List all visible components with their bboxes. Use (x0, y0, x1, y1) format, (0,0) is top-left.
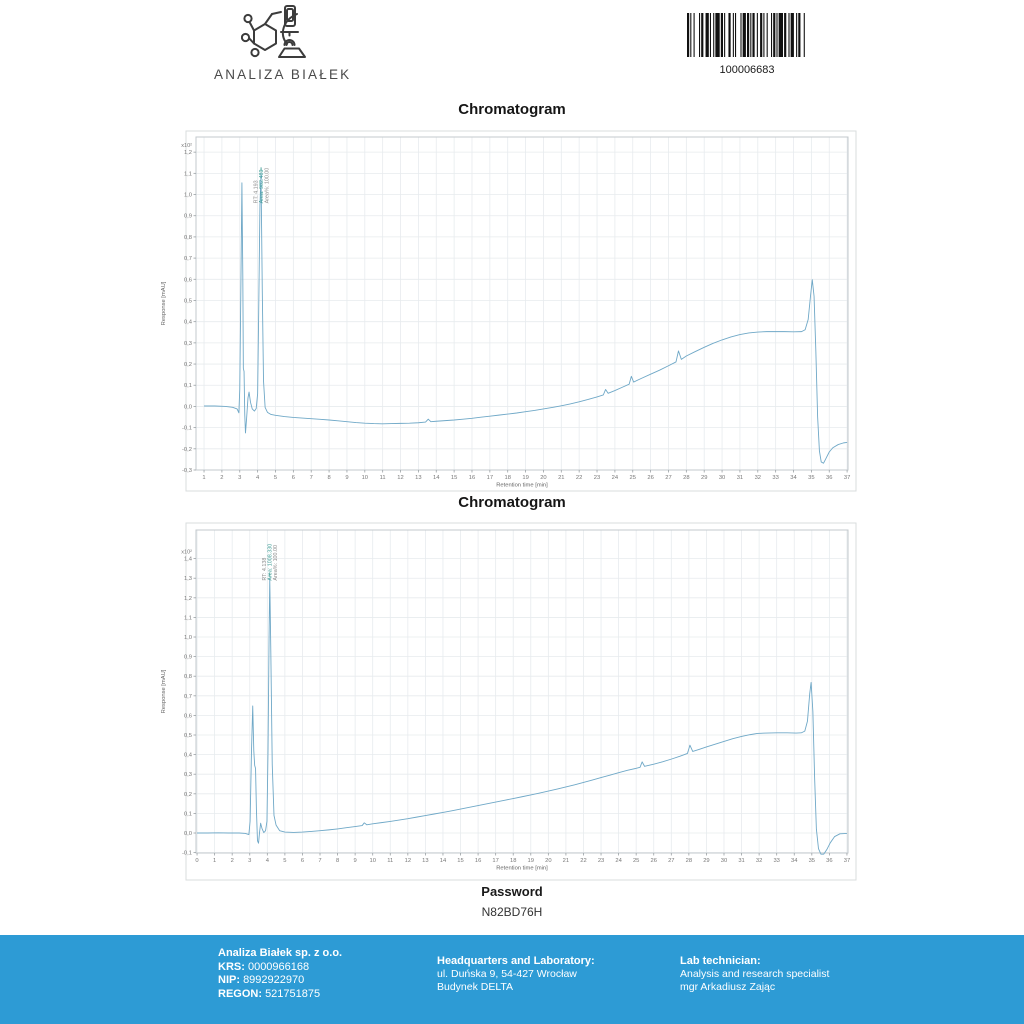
svg-text:Retention time [min]: Retention time [min] (496, 482, 548, 489)
nip-label: NIP: (218, 974, 240, 987)
footer-company-info (218, 947, 342, 1001)
svg-text:32: 32 (755, 858, 763, 864)
svg-text:31: 31 (738, 858, 745, 864)
svg-text:14: 14 (433, 475, 440, 481)
footer (0, 935, 1024, 1024)
svg-text:8: 8 (335, 858, 340, 864)
company-logo (214, 4, 352, 82)
svg-text:3: 3 (238, 475, 242, 481)
svg-text:26: 26 (650, 858, 657, 864)
headquarters-title: Headquarters and Laboratory: (437, 955, 595, 967)
svg-text:1,2: 1,2 (183, 150, 192, 157)
svg-text:16: 16 (474, 858, 482, 864)
svg-text:x10²: x10² (181, 143, 192, 150)
svg-text:0,4: 0,4 (183, 752, 192, 759)
svg-text:8: 8 (327, 475, 331, 481)
svg-text:28: 28 (685, 858, 693, 864)
svg-text:36: 36 (826, 475, 833, 481)
svg-text:26: 26 (647, 475, 654, 481)
svg-text:0,2: 0,2 (183, 791, 192, 798)
company-nip (218, 974, 342, 988)
svg-text:1,0: 1,0 (183, 192, 192, 199)
svg-text:4: 4 (265, 858, 269, 864)
technician-line-2: mgr Arkadiusz Zając (680, 981, 776, 993)
svg-text:10: 10 (361, 475, 369, 481)
svg-text:1,4: 1,4 (183, 556, 192, 563)
svg-text:11: 11 (379, 475, 386, 481)
svg-text:2: 2 (230, 858, 234, 864)
svg-text:7: 7 (318, 858, 322, 864)
svg-text:37: 37 (843, 858, 851, 864)
svg-text:32: 32 (754, 475, 762, 481)
svg-text:24: 24 (611, 475, 619, 481)
svg-text:RT: 4.193: RT: 4.193 (253, 180, 260, 204)
svg-text:Retention time [min]: Retention time [min] (496, 865, 548, 872)
svg-text:20: 20 (545, 858, 552, 864)
svg-text:5: 5 (283, 858, 287, 864)
chart-title-2: Chromatogram (458, 494, 566, 511)
nip-value: 8992922970 (243, 974, 305, 987)
svg-text:1,1: 1,1 (183, 615, 192, 622)
svg-text:14: 14 (439, 858, 447, 864)
chromatogram-chart-2 (150, 522, 866, 882)
svg-text:17: 17 (486, 475, 494, 481)
svg-text:0,3: 0,3 (183, 340, 192, 347)
svg-text:Area%: 100.00: Area%: 100.00 (264, 167, 271, 204)
svg-text:0,6: 0,6 (183, 713, 192, 720)
svg-text:1,3: 1,3 (183, 576, 192, 583)
svg-text:0,8: 0,8 (183, 234, 192, 241)
svg-text:24: 24 (615, 858, 622, 864)
svg-text:9: 9 (345, 475, 349, 481)
svg-text:0,4: 0,4 (183, 319, 192, 326)
svg-text:27: 27 (668, 858, 675, 864)
svg-text:33: 33 (773, 858, 780, 864)
regon-label: REGON: (218, 987, 262, 1000)
svg-text:25: 25 (629, 475, 636, 481)
regon-value: 521751875 (265, 987, 321, 1000)
svg-text:0,5: 0,5 (183, 733, 192, 740)
svg-text:19: 19 (527, 858, 535, 864)
svg-text:21: 21 (562, 858, 570, 864)
svg-text:35: 35 (808, 475, 815, 481)
company-krs (218, 961, 342, 975)
svg-text:29: 29 (700, 475, 708, 481)
svg-text:0,0: 0,0 (183, 404, 192, 411)
svg-text:0,5: 0,5 (183, 298, 192, 305)
svg-text:22: 22 (580, 858, 587, 864)
svg-text:30: 30 (718, 475, 726, 481)
svg-text:13: 13 (422, 858, 429, 864)
headquarters-address-1: ul. Duńska 9, 54-427 Wrocław (437, 968, 577, 980)
company-regon (218, 988, 342, 1002)
svg-text:1,0: 1,0 (183, 635, 192, 642)
svg-text:23: 23 (593, 475, 601, 481)
svg-text:9: 9 (353, 858, 357, 864)
svg-text:0,1: 0,1 (183, 383, 192, 390)
svg-text:0,6: 0,6 (183, 277, 192, 284)
svg-text:37: 37 (843, 475, 851, 481)
svg-text:11: 11 (387, 858, 394, 864)
svg-text:Area: 1008.330: Area: 1008.330 (267, 543, 274, 581)
svg-text:Area: 982.480: Area: 982.480 (258, 169, 265, 204)
footer-technician (680, 955, 829, 994)
svg-text:6: 6 (300, 858, 305, 864)
svg-text:Area%: 100.00: Area%: 100.00 (273, 544, 280, 581)
svg-text:27: 27 (665, 475, 672, 481)
svg-text:1,1: 1,1 (183, 171, 192, 178)
svg-text:0,7: 0,7 (183, 256, 192, 263)
svg-text:33: 33 (772, 475, 779, 481)
company-name: Analiza Białek sp. z o.o. (218, 947, 343, 959)
svg-text:-0,1: -0,1 (182, 850, 192, 857)
svg-text:1: 1 (202, 475, 206, 481)
logo-text: ANALIZA BIAŁEK (214, 67, 352, 82)
headquarters-address-2: Budynek DELTA (437, 981, 514, 993)
footer-headquarters (437, 955, 595, 994)
svg-text:0,0: 0,0 (183, 831, 192, 838)
svg-text:RT: 4.138: RT: 4.138 (262, 557, 269, 581)
molecule-microscope-icon (241, 4, 315, 64)
svg-text:2: 2 (220, 475, 224, 481)
barcode-number: 100006683 (719, 64, 775, 76)
svg-text:25: 25 (632, 858, 640, 864)
svg-text:0,9: 0,9 (183, 213, 192, 220)
svg-text:34: 34 (791, 858, 798, 864)
svg-text:15: 15 (457, 858, 464, 864)
svg-text:21: 21 (558, 475, 565, 481)
svg-text:6: 6 (291, 475, 295, 481)
svg-text:36: 36 (826, 858, 833, 864)
svg-text:30: 30 (720, 858, 728, 864)
svg-text:20: 20 (540, 475, 547, 481)
svg-text:12: 12 (397, 475, 404, 481)
svg-text:28: 28 (683, 475, 690, 481)
password-value: N82BD76H (481, 905, 543, 919)
technician-line-1: Analysis and research specialist (680, 968, 830, 980)
svg-text:17: 17 (492, 858, 499, 864)
svg-text:Response [mAU]: Response [mAU] (161, 669, 167, 714)
svg-text:4: 4 (256, 475, 260, 481)
technician-title: Lab technician: (680, 955, 761, 967)
svg-text:3: 3 (248, 858, 252, 864)
svg-text:18: 18 (509, 858, 517, 864)
svg-text:x10²: x10² (181, 549, 192, 556)
svg-text:-0,3: -0,3 (182, 468, 192, 474)
svg-text:29: 29 (703, 858, 710, 864)
svg-text:19: 19 (522, 475, 529, 481)
svg-text:18: 18 (504, 475, 511, 481)
svg-text:31: 31 (736, 475, 744, 481)
svg-text:5: 5 (273, 475, 278, 481)
password-label: Password (481, 884, 543, 899)
svg-text:13: 13 (415, 475, 422, 481)
barcode (687, 13, 807, 76)
krs-label: KRS: (218, 960, 245, 973)
svg-text:23: 23 (597, 858, 605, 864)
svg-text:-0,2: -0,2 (182, 446, 192, 453)
svg-text:15: 15 (450, 475, 458, 481)
svg-text:-0,1: -0,1 (182, 425, 192, 432)
svg-text:10: 10 (369, 858, 376, 864)
svg-text:0,3: 0,3 (183, 772, 192, 779)
krs-value: 0000966168 (247, 960, 310, 973)
svg-text:0,8: 0,8 (183, 674, 192, 681)
svg-text:Response [mAU]: Response [mAU] (161, 281, 167, 326)
svg-text:1,2: 1,2 (183, 595, 192, 602)
chart-title-1: Chromatogram (458, 101, 566, 118)
svg-text:0: 0 (195, 858, 199, 864)
barcode-image (687, 13, 807, 57)
svg-text:0,9: 0,9 (183, 654, 192, 661)
svg-text:7: 7 (309, 475, 313, 481)
svg-text:0,2: 0,2 (183, 362, 192, 369)
chromatogram-chart-1 (150, 130, 866, 492)
svg-text:1: 1 (213, 858, 217, 864)
svg-text:16: 16 (468, 475, 476, 481)
svg-text:22: 22 (575, 475, 583, 481)
svg-text:34: 34 (790, 475, 797, 481)
svg-text:0,7: 0,7 (183, 693, 192, 700)
svg-text:0,1: 0,1 (183, 811, 192, 818)
svg-text:35: 35 (808, 858, 816, 864)
svg-text:12: 12 (404, 858, 412, 864)
